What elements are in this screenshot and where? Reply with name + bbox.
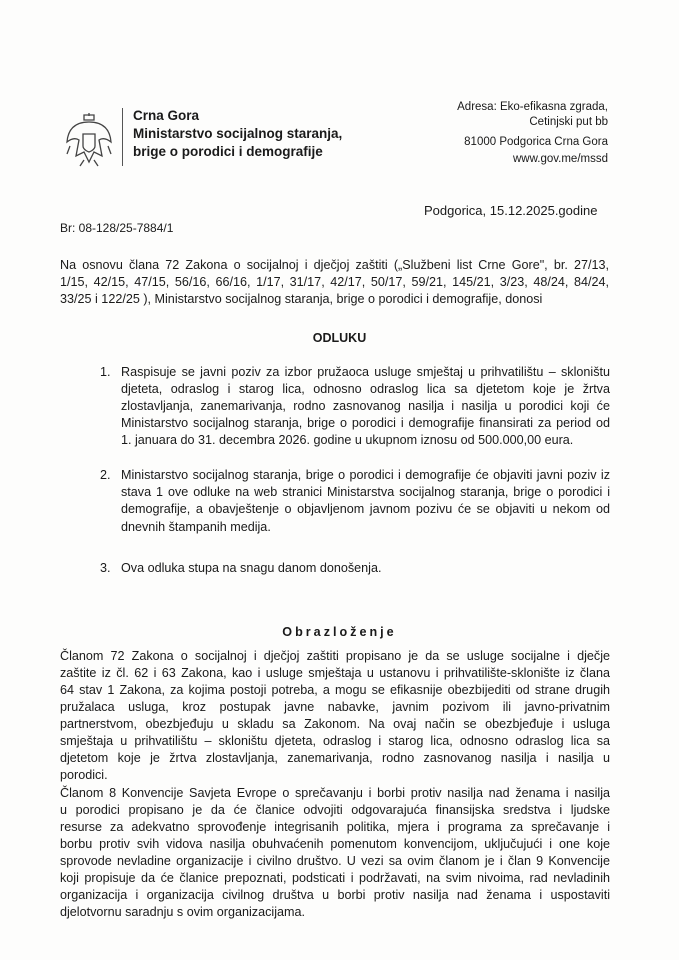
decision-title: ODLUKU [312, 331, 367, 345]
org-line: Ministarstvo socijalnog staranja, [133, 126, 343, 141]
paragraph-line: resurse za adekvatno sprovođenje integrisanih politika, mjera i programa za sprečavanje i [60, 820, 610, 834]
paragraph-line: smještaja u prihvatilištu – skloništu djeteta, odraslog i starog lica, odnosno odraslog lica sa [60, 734, 610, 748]
item-line: dnevnih štampanih medija. [121, 520, 271, 534]
paragraph-line: u porodici propisano je da će članice odvojiti odgovarajuća finansijska sredstva i ljudske [60, 803, 610, 817]
item-line: demografije, a obavještenje o objavljenom javnom pozivu će se objaviti u nekom od [121, 502, 610, 516]
reference-number: Br: 08-128/25-7884/1 [60, 221, 174, 235]
reasoning-title: Obrazloženje [282, 625, 397, 639]
paragraph-line: sprovode nevladine organizacije i civilno društvo. U vezi sa ovim članom je i član 9 Konvencije [60, 854, 610, 868]
item-line: Ministarstvo socijalnog staranja, brige o porodici i demografije će objaviti javni poziv iz [121, 468, 610, 482]
address-line: Adresa: Eko-efikasna zgrada, [457, 101, 608, 113]
paragraph-line: Članom 72 Zakona o socijalnoj i dječjoj zaštiti propisano je da se usluge socijalne i dječje [60, 649, 610, 663]
header-divider [122, 108, 123, 166]
item-line: Ova odluka stupa na snagu danom donošenja. [121, 561, 382, 575]
org-line: brige o porodici i demografije [133, 144, 323, 159]
paragraph-line: Članom 8 Konvencije Savjeta Evrope o sprečavanju i borbi protiv nasilja nad ženama i nasilja [60, 786, 610, 800]
item-line: 1. januara do 31. decembra 2026. godine u ukupnom iznosu od 500.000,00 eura. [121, 433, 574, 447]
intro-line: 1/15, 42/15, 47/15, 56/16, 66/16, 1/17, 31/17, 42/17, 50/17, 59/21, 145/21, 3/23, 48/24, 84/24, [60, 275, 609, 289]
item-number: 2. [100, 468, 111, 482]
item-number: 1. [100, 365, 111, 379]
intro-line: 33/25 i 122/25 ), Ministarstvo socijalnog staranja, brige o porodici i demografije, donosi [60, 292, 543, 306]
item-line: djeteta, odraslog i starog lica, odnosno odraslog lica sa djetetom koje je žrtva [121, 382, 610, 396]
coat-of-arms-emblem [64, 112, 114, 168]
paragraph-line: djetetom koje je žrtva zlostavljanja, zanemarivanja, rodno zasnovanog nasilja i nasilja u [60, 751, 610, 765]
paragraph-line: zaštite iz čl. 62 i 63 Zakona, kao i usluge smještaja u ustanovu i prihvatilište-sklonište iz člana [60, 666, 610, 680]
item-line: Ministarstvo socijalnog staranja, brige o porodici i demografije finansirati za period od [121, 416, 610, 430]
intro-line: Na osnovu člana 72 Zakona o socijalnoj i dječjoj zaštiti („Službeni list Crne Gore", br. 27/13, [60, 258, 609, 272]
item-line: zlostavljanja, zanemarivanja, rodno zasnovanog nasilja i nasilja u porodici koji će [121, 399, 610, 413]
website-link: www.gov.me/mssd [512, 153, 608, 165]
item-number: 3. [100, 561, 111, 575]
address-line: 81000 Podgorica Crna Gora [464, 136, 608, 148]
paragraph-line: 64 stav 1 Zakona, za kojima postoji potreba, a mogu se efikasnije obezbijediti od strane drugih [60, 683, 610, 697]
paragraph-line: organizacija i organizacija civilnog društva u borbi protiv nasilja nad ženama i uspostaviti [60, 888, 610, 902]
paragraph-line: koji propisuje da će članice prepoznati, podsticati i podržavati, na svim nivoima, rad nevladinih [60, 871, 610, 885]
paragraph-line: djelotvornu saradnju s ovim organizacijama. [60, 905, 306, 919]
item-line: Raspisuje se javni poziv za izbor pružaoca usluge smještaj u prihvatilištu – skloništu [121, 365, 610, 379]
paragraph-line: borbu protiv svih vidova nasilja obuhvaćenih pomenutom konvencijom, uključujući i one koje [60, 837, 610, 851]
item-line: stava 1 ove odluke na web stranici Ministarstva socijalnog staranja, brige o porodici i [121, 485, 610, 499]
paragraph-line: partnerstvom, obezbjeđuju u skladu sa Zakonom. Na ovaj način se obezbjeđuje i usluga [60, 717, 610, 731]
paragraph-line: pružalaca usluga, kroz postupak javne nabavke, javnim pozivom ili javno-privatnim [60, 700, 610, 714]
document-date: Podgorica, 15.12.2025.godine [424, 203, 598, 218]
org-line: Crna Gora [133, 108, 200, 123]
paragraph-line: porodici. [60, 768, 108, 782]
address-line: Cetinjski put bb [529, 116, 608, 128]
